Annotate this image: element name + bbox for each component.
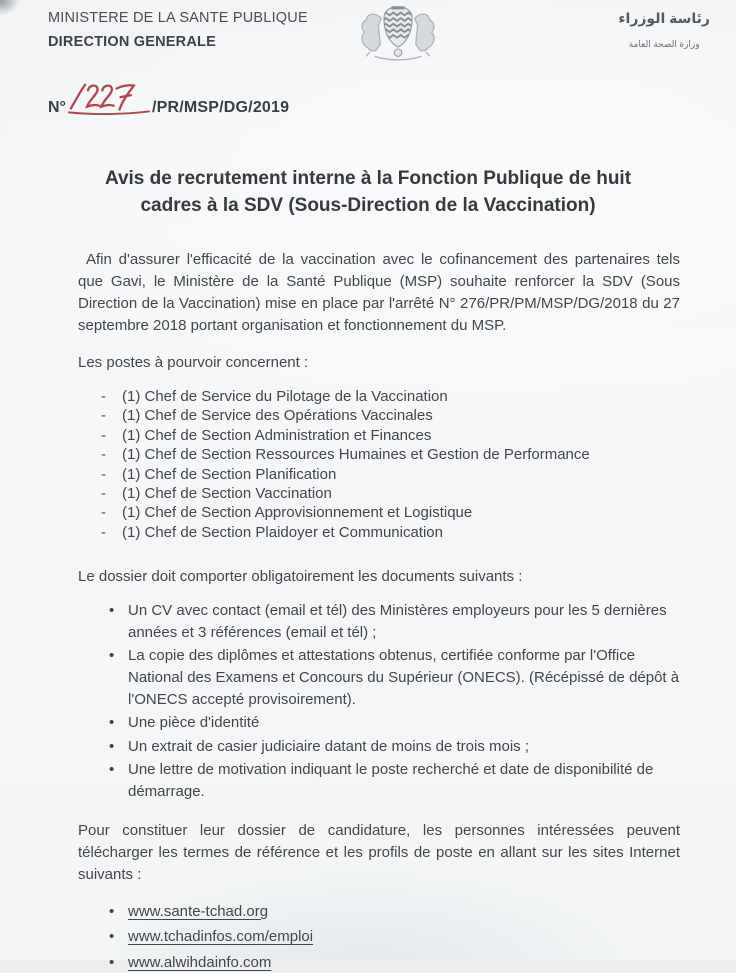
arabic-header xyxy=(618,10,710,50)
document-item: • Une lettre de motivation indiquant le poste recherché et date de disponibilité de démarrage. xyxy=(128,759,680,802)
intro-paragraph: Afin d'assurer l'efficacité de la vaccination avec le cofinancement des partenaires tels que Gavi, le Ministère de la Santé Publique (MSP) souhaite renforcer la SDV (Sous Direction de la Vaccination) mise en place par l'arrêté N° 276/PR/PM/MSP/DG/2018 du 27 septembre 2018 portant organisation et fonctionnement du MSP. xyxy=(78,251,680,334)
ministry-block xyxy=(48,10,308,50)
document-header xyxy=(0,0,736,64)
post-item: - (1) Chef de Service des Opérations Vaccinales xyxy=(122,406,680,425)
ministry-name: MINISTERE DE LA SANTE PUBLIQUE xyxy=(48,10,308,26)
document-item: • Un CV avec contact (email et tél) des Ministères employeurs pour les 5 dernières années et 3 références (email et tél) ; xyxy=(128,600,680,643)
required-documents-list xyxy=(78,600,680,802)
website-link: www.alwihdainfo.com xyxy=(128,953,272,971)
website-item xyxy=(128,952,680,973)
document-item: • La copie des diplômes et attestations obtenus, certifiée conforme par l'Office National des Examens et Concours du Supérieur (ONECS). (Récépissé de dépôt à l'ONECS accepté provisoirement). xyxy=(128,645,680,710)
chad-coat-of-arms-icon xyxy=(356,3,440,70)
website-link: www.sante-tchad.org xyxy=(128,902,269,920)
post-item: - (1) Chef de Section Planification xyxy=(122,465,680,484)
website-item xyxy=(128,901,680,923)
reference-prefix: N° xyxy=(48,99,66,116)
document-item: • Une pièce d'identité xyxy=(128,712,680,734)
posts-lead: Les postes à pourvoir concernent : xyxy=(78,354,309,371)
post-item: - (1) Chef de Service du Pilotage de la Vaccination xyxy=(122,387,680,406)
post-item: - (1) Chef de Section Vaccination xyxy=(122,484,680,503)
website-link: www.tchadinfos.com/emploi xyxy=(128,928,314,946)
post-item: - (1) Chef de Section Ressources Humaines et Gestion de Performance xyxy=(122,445,680,464)
reference-line xyxy=(48,80,736,123)
arabic-ministry-text: وزارة الصحة العامة xyxy=(628,39,700,49)
reference-suffix: /PR/MSP/DG/2019 xyxy=(151,99,290,116)
document-body xyxy=(78,249,680,973)
arabic-presidency-text: رئاسة الوزراء xyxy=(618,10,710,26)
post-item: - (1) Chef de Section Plaidoyer et Communication xyxy=(122,523,680,542)
handwritten-reference-number xyxy=(67,80,151,123)
post-item: - (1) Chef de Section Administration et Finances xyxy=(122,426,680,445)
document-title: Avis de recrutement interne à la Fonction Publique de huit cadres à la SDV (Sous-Direction de la Vaccination) xyxy=(104,168,632,216)
closing-paragraph: Pour constituer leur dossier de candidature, les personnes intéressées peuvent télécharger les termes de référence et les profils de poste en allant sur les sites Internet suivants : xyxy=(78,821,680,883)
direction-name: DIRECTION GENERALE xyxy=(48,34,216,50)
posts-list xyxy=(78,387,680,542)
website-item xyxy=(128,926,680,948)
post-item: - (1) Chef de Section Approvisionnement et Logistique xyxy=(122,503,680,522)
websites-list xyxy=(78,901,680,973)
dossier-lead: Le dossier doit comporter obligatoirement les documents suivants : xyxy=(78,568,523,586)
document-item: • Un extrait de casier judiciaire datant de moins de trois mois ; xyxy=(128,736,680,758)
